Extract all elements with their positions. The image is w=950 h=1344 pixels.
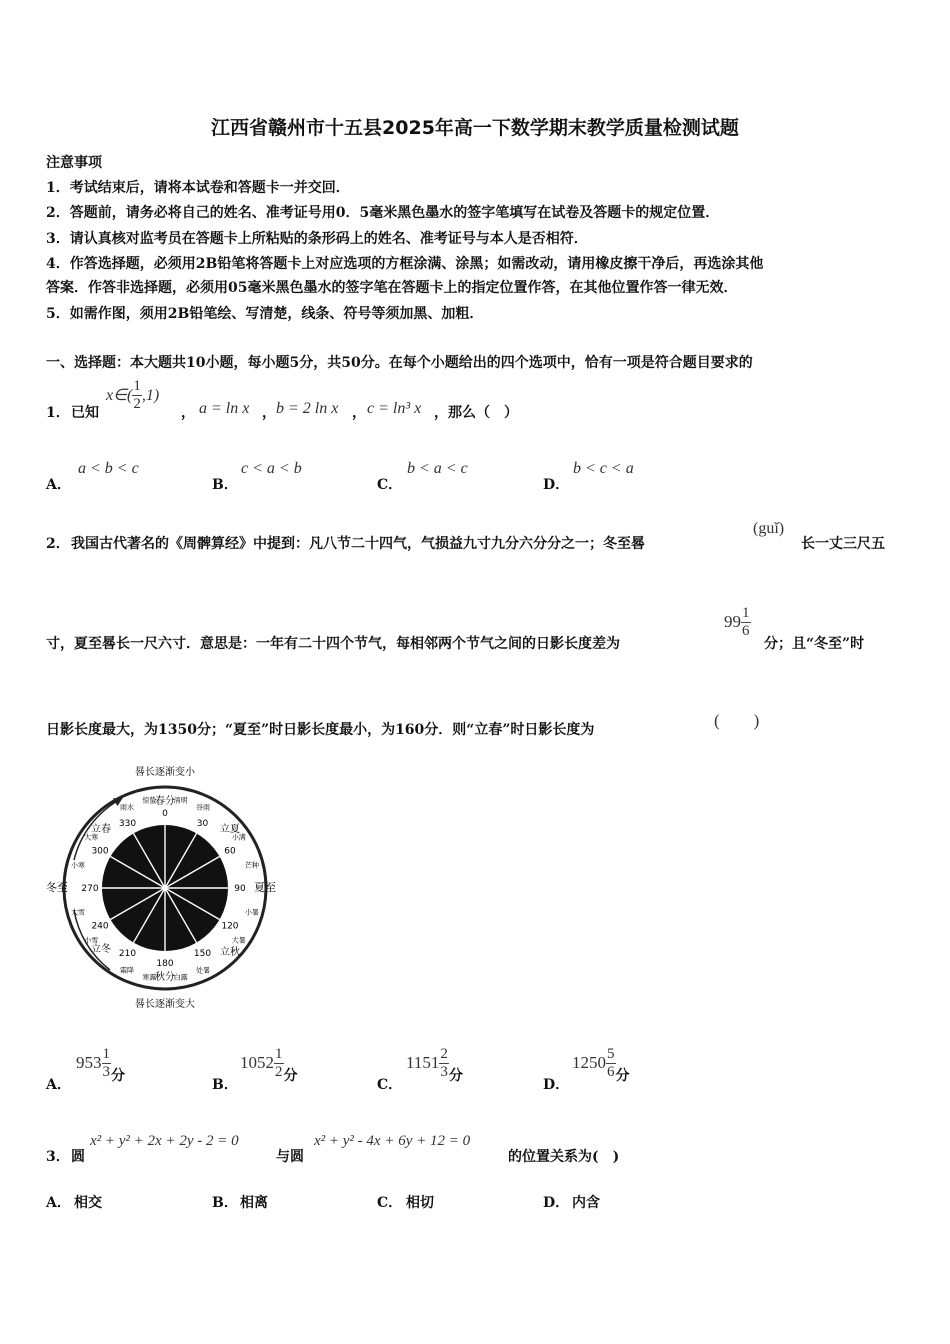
option-d-text: 内含 bbox=[572, 1195, 600, 1211]
summer-solstice-label: 夏至 bbox=[254, 881, 276, 894]
question-2-line3: 日影长度最大，为1350分；“夏至”时日影长度最小，为160分．则“立春”时日影长度为 bbox=[46, 722, 595, 738]
unit-label: 分 bbox=[111, 1068, 125, 1084]
notice-item: 1．考试结束后，请将本试卷和答题卡一并交回． bbox=[46, 180, 350, 196]
question-1-number: 1． bbox=[46, 405, 70, 421]
solar-term-label: 大暑 bbox=[231, 936, 246, 945]
option-a-label: A． bbox=[46, 1077, 71, 1093]
domain-fraction bbox=[132, 378, 142, 413]
option-d-label: D． bbox=[543, 477, 570, 493]
sundial-number: 270 bbox=[81, 884, 99, 894]
answer-blank: ( ) bbox=[714, 711, 760, 730]
fraction-numerator: 5 bbox=[607, 1046, 615, 1062]
fraction-numerator: 1 bbox=[742, 605, 750, 621]
top-caption: 晷长逐渐变小 bbox=[135, 767, 195, 778]
question-1-prefix: 已知 bbox=[71, 405, 99, 421]
separator: ， bbox=[181, 405, 195, 421]
lixia-label: 立夏 bbox=[220, 824, 240, 835]
sundial-number: 210 bbox=[118, 948, 137, 959]
mixed-whole: 1250 bbox=[572, 1053, 606, 1072]
bottom-caption: 晷长逐渐变大 bbox=[135, 999, 195, 1010]
mixed-fraction bbox=[606, 1046, 616, 1081]
notice-item: 3．请认真核对监考员在答题卡上所粘贴的条形码上的姓名、准考证号与本人是否相符． bbox=[46, 231, 588, 247]
solar-term-label: 大寒 bbox=[84, 833, 99, 842]
sundial-number: 120 bbox=[221, 921, 239, 932]
notice-item: 5．如需作图，须用2B铅笔绘、写清楚，线条、符号等须加黑、加粗． bbox=[46, 306, 484, 322]
option-a-value bbox=[76, 1046, 125, 1085]
page-title: 江西省赣州市十五县2025年高一下数学期末教学质量检测试题 bbox=[211, 117, 739, 139]
sundial-number: 60 bbox=[224, 846, 236, 857]
solar-term-label: 惊蛰 bbox=[142, 796, 157, 805]
unit-label: 分 bbox=[448, 1068, 463, 1084]
solar-term-label: 小满 bbox=[231, 833, 246, 842]
option-b-label: B． bbox=[212, 1195, 238, 1211]
mixed-whole: 953 bbox=[76, 1053, 102, 1072]
spring-equinox-label: 春分 bbox=[155, 796, 175, 807]
fraction-denominator: 3 bbox=[440, 1064, 448, 1080]
mixed-fraction bbox=[439, 1046, 449, 1081]
option-c-label: C． bbox=[377, 1195, 403, 1211]
question-2-line1-end: 长一丈三尺五 bbox=[801, 536, 885, 552]
option-d-expr: b < c < a bbox=[573, 460, 634, 477]
question-2-line1: 我国古代著名的《周髀算经》中提到：凡八节二十四气，气损益九寸九分六分分之一；冬至晷 bbox=[71, 536, 645, 552]
mixed-whole: 99 bbox=[724, 612, 741, 631]
solar-term-label: 寒露 bbox=[142, 973, 157, 982]
sundial-number: 300 bbox=[91, 846, 109, 857]
question-1-suffix: ，那么（ ） bbox=[434, 405, 518, 421]
option-c-text: 相切 bbox=[406, 1195, 434, 1211]
question-2-line2-end: 分；且“冬至”时 bbox=[764, 636, 865, 652]
option-a-label: A． bbox=[46, 477, 71, 493]
section-heading: 一、选择题：本大题共10小题，每小题5分，共50分。在每个小题给出的四个选项中，恰有一项是符合题目要求的 bbox=[46, 355, 753, 371]
sundial-number: 30 bbox=[196, 819, 209, 830]
liqiu-label: 立秋 bbox=[220, 947, 240, 958]
solar-term-label: 小暑 bbox=[244, 908, 259, 917]
sundial-number: 90 bbox=[234, 884, 246, 894]
unit-label: 分 bbox=[283, 1068, 298, 1084]
mixed-fraction bbox=[741, 605, 751, 640]
fraction-denominator: 2 bbox=[133, 396, 141, 412]
option-b-label: B． bbox=[212, 477, 238, 493]
solar-term-label: 雨水 bbox=[119, 803, 134, 812]
notice-item: 4．作答选择题，必须用2B铅笔将答题卡上对应选项的方框涂满、涂黑；如需改动，请用橡皮擦干净后，再选涂其他 bbox=[46, 256, 764, 272]
circle-1-equation: x² + y² + 2x + 2y - 2 = 0 bbox=[90, 1133, 239, 1149]
separator: ， bbox=[352, 405, 366, 421]
fraction-denominator: 2 bbox=[275, 1064, 283, 1080]
fraction-denominator: 6 bbox=[742, 623, 750, 639]
solar-term-label: 处暑 bbox=[196, 966, 211, 975]
center-point bbox=[162, 885, 168, 891]
option-d-label: D． bbox=[543, 1195, 570, 1211]
fraction-denominator: 6 bbox=[607, 1064, 615, 1080]
mixed-fraction bbox=[102, 1046, 112, 1081]
solar-term-label: 霜降 bbox=[119, 966, 134, 975]
solar-term-label: 谷雨 bbox=[196, 803, 211, 812]
sundial-number: 180 bbox=[156, 959, 174, 969]
fraction-numerator: 1 bbox=[133, 378, 141, 394]
question-3-prefix: 圆 bbox=[71, 1149, 85, 1165]
option-b-label: B． bbox=[212, 1077, 238, 1093]
option-b-text: 相离 bbox=[240, 1195, 268, 1211]
solar-term-label: 白露 bbox=[173, 973, 188, 982]
notice-item: 答案．作答非选择题，必须用05毫米黑色墨水的签字笔在答题卡上的指定位置作答，在其他位置作答一律无效． bbox=[46, 280, 738, 296]
a-expression: a = ln x bbox=[199, 400, 250, 417]
unit-label: 分 bbox=[615, 1068, 630, 1084]
option-c-value bbox=[406, 1046, 463, 1085]
question-1-domain bbox=[106, 378, 159, 413]
option-d-value bbox=[572, 1046, 630, 1085]
option-b-expr: c < a < b bbox=[241, 460, 302, 477]
option-a-text: 相交 bbox=[74, 1195, 102, 1211]
fraction-numerator: 2 bbox=[440, 1046, 448, 1062]
difference-value bbox=[724, 605, 751, 640]
c-expression: c = ln³ x bbox=[367, 400, 422, 417]
domain-left: x∈( bbox=[106, 387, 133, 404]
sundial-number: 330 bbox=[118, 819, 137, 830]
question-2-number: 2． bbox=[46, 536, 70, 552]
solar-term-label: 小雪 bbox=[84, 936, 99, 945]
option-c-label: C． bbox=[377, 477, 403, 493]
pinyin-note: (guǐ) bbox=[753, 520, 785, 537]
lichun-label: 立春 bbox=[91, 824, 111, 835]
option-b-value bbox=[240, 1046, 298, 1085]
option-d-label: D． bbox=[543, 1077, 570, 1093]
sundial-number: 0 bbox=[162, 809, 168, 819]
option-a-expr: a < b < c bbox=[78, 460, 139, 477]
separator: ， bbox=[262, 405, 276, 421]
autumn-equinox-label: 秋分 bbox=[155, 972, 175, 983]
solar-term-label: 小寒 bbox=[71, 861, 86, 870]
question-3-mid: 与圆 bbox=[276, 1149, 304, 1165]
circle-2-equation: x² + y² - 4x + 6y + 12 = 0 bbox=[314, 1133, 471, 1149]
sundial-diagram bbox=[44, 760, 276, 1012]
fraction-numerator: 1 bbox=[102, 1046, 110, 1062]
solar-term-label: 芒种 bbox=[244, 861, 259, 870]
solar-term-label: 清明 bbox=[173, 796, 188, 805]
domain-right: ,1) bbox=[141, 387, 160, 404]
sundial-number: 240 bbox=[91, 921, 109, 932]
mixed-fraction bbox=[274, 1046, 284, 1081]
option-a-label: A． bbox=[46, 1195, 71, 1211]
option-c-expr: b < a < c bbox=[407, 460, 468, 477]
sundial-figure bbox=[44, 760, 276, 1012]
b-expression: b = 2 ln x bbox=[276, 400, 339, 417]
notice-heading: 注意事项 bbox=[46, 155, 102, 171]
question-3-number: 3． bbox=[46, 1149, 70, 1165]
mixed-whole: 1052 bbox=[240, 1053, 274, 1072]
lidong-label: 立冬 bbox=[91, 944, 111, 955]
sundial-number: 150 bbox=[193, 948, 212, 959]
question-3-suffix: 的位置关系为( ) bbox=[508, 1149, 620, 1165]
winter-solstice-label: 冬至 bbox=[46, 881, 68, 894]
notice-item: 2．答题前，请务必将自己的姓名、准考证号用0．5毫米黑色墨水的签字笔填写在试卷及答题卡的规定位置． bbox=[46, 205, 720, 221]
fraction-numerator: 1 bbox=[275, 1046, 283, 1062]
solar-term-label: 大雪 bbox=[71, 908, 86, 917]
fraction-denominator: 3 bbox=[102, 1064, 110, 1080]
question-2-line2: 寸，夏至晷长一尺六寸．意思是：一年有二十四个节气，每相邻两个节气之间的日影长度差为 bbox=[46, 636, 620, 652]
mixed-whole: 1151 bbox=[406, 1053, 440, 1072]
option-c-label: C． bbox=[377, 1077, 403, 1093]
